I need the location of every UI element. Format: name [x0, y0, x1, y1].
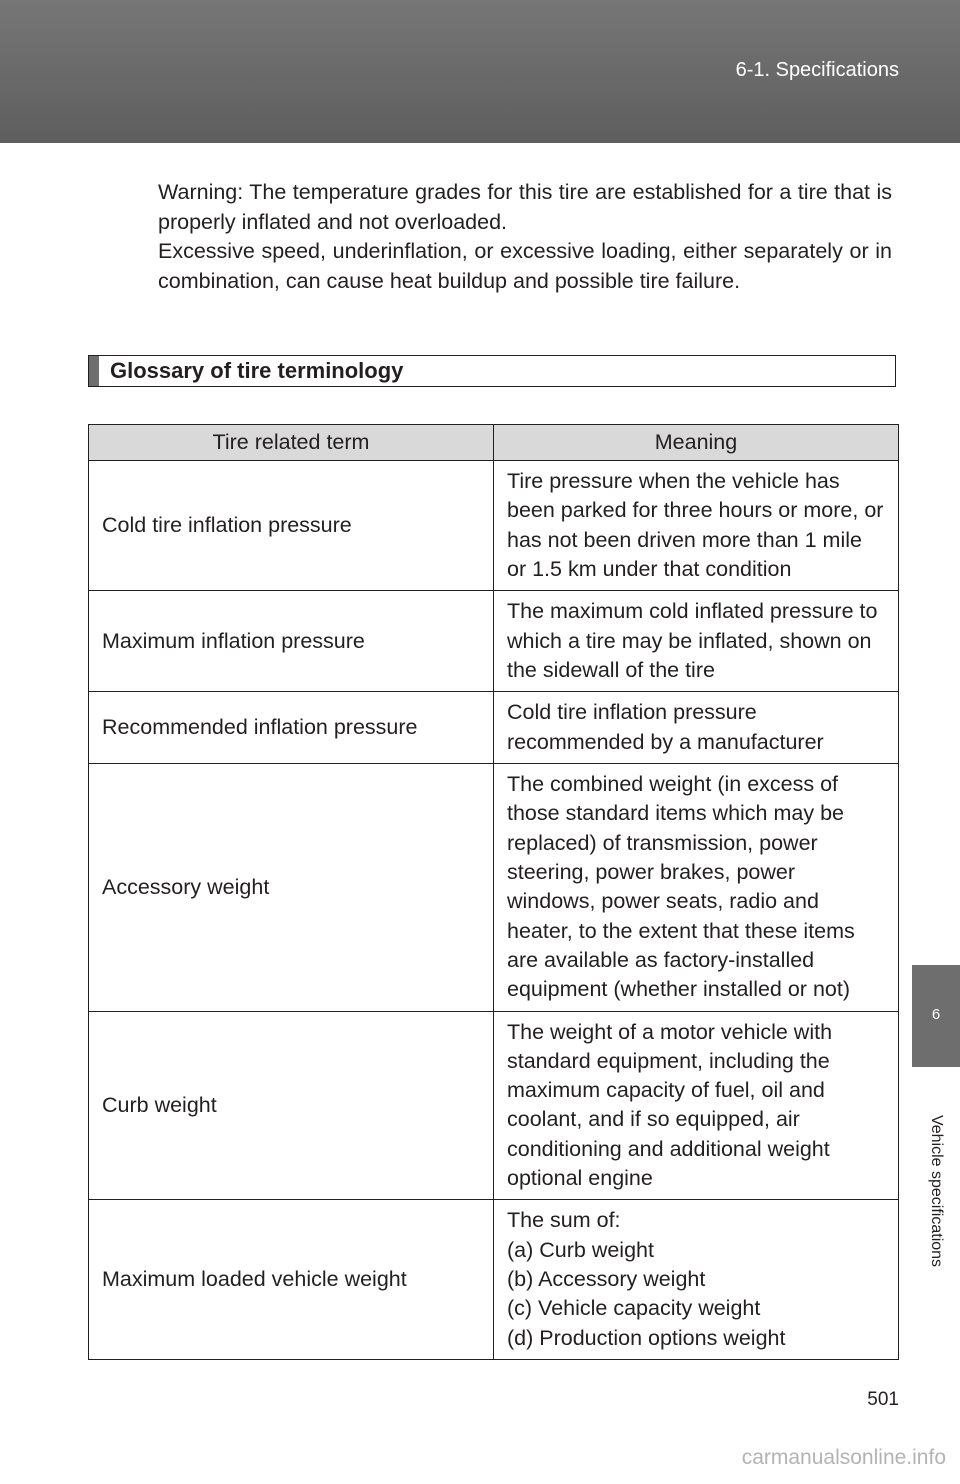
table-header-row — [89, 425, 899, 461]
meaning-line: (a) Curb weight — [507, 1237, 654, 1262]
column-header-meaning: Meaning — [494, 425, 899, 461]
meaning-line: (c) Vehicle capacity weight — [507, 1296, 761, 1321]
meaning-line: The weight of a motor vehicle with standard equipment, including the maximum capacity of fuel, oil and coolant, and if so equipped, air conditioning and additional weight optional engine — [507, 1019, 833, 1191]
table-row — [89, 1011, 899, 1200]
table-row — [89, 1200, 899, 1359]
meaning-cell — [494, 1200, 899, 1359]
term-cell: Maximum loaded vehicle weight — [89, 1200, 494, 1359]
warning-paragraph-2: Excessive speed, underinflation, or excessive loading, either separately or in combination, can cause heat buildup and possible tire failure. — [158, 239, 892, 293]
meaning-line: The sum of: — [507, 1208, 621, 1233]
page-header — [0, 0, 960, 143]
term-cell: Cold tire inflation pressure — [89, 461, 494, 591]
warning-paragraph-1: Warning: The temperature grades for this tire are established for a tire that is properly inflated and not overloaded. — [158, 180, 892, 234]
table-row — [89, 591, 899, 692]
term-cell: Maximum inflation pressure — [89, 591, 494, 692]
term-cell: Curb weight — [89, 1011, 494, 1200]
meaning-line: Cold tire inflation pressure recommended by a manufacturer — [507, 700, 824, 754]
chapter-label-container — [904, 1083, 960, 1298]
meaning-line: (d) Production options weight — [507, 1325, 786, 1350]
glossary-heading — [88, 355, 896, 387]
meaning-cell — [494, 591, 899, 692]
section-title: 6-1. Specifications — [735, 59, 899, 81]
page-number: 501 — [867, 1389, 899, 1410]
glossary-table — [88, 424, 899, 1360]
heading-accent-bar — [89, 356, 99, 386]
meaning-line: (b) Accessory weight — [507, 1266, 706, 1291]
term-cell: Recommended inflation pressure — [89, 692, 494, 764]
table-row — [89, 461, 899, 591]
meaning-cell — [494, 692, 899, 764]
watermark-text: carmanualsonline.info — [741, 1446, 946, 1469]
term-cell: Accessory weight — [89, 764, 494, 1011]
meaning-line: Tire pressure when the vehicle has been parked for three hours or more, or has not been driven more than 1 mile or 1.5 km under that condition — [507, 469, 884, 581]
meaning-cell — [494, 764, 899, 1011]
table-row — [89, 692, 899, 764]
meaning-cell — [494, 461, 899, 591]
meaning-line: The combined weight (in excess of those standard items which may be replaced) of transmission, power steering, power brakes, power windows, power seats, radio and heater, to the extent that these items are available as factory-installed equipment (whether installed or not) — [507, 772, 855, 1002]
glossary-heading-title: Glossary of tire terminology — [110, 358, 404, 383]
meaning-cell — [494, 1011, 899, 1200]
chapter-number: 6 — [931, 1006, 941, 1023]
chapter-tab — [912, 965, 960, 1067]
column-header-term: Tire related term — [89, 425, 494, 461]
chapter-label: Vehicle specifications — [928, 1114, 945, 1267]
meaning-line: The maximum cold inflated pressure to which a tire may be inflated, shown on the sidewall of the tire — [507, 599, 878, 682]
warning-text — [158, 178, 892, 296]
table-row — [89, 764, 899, 1011]
